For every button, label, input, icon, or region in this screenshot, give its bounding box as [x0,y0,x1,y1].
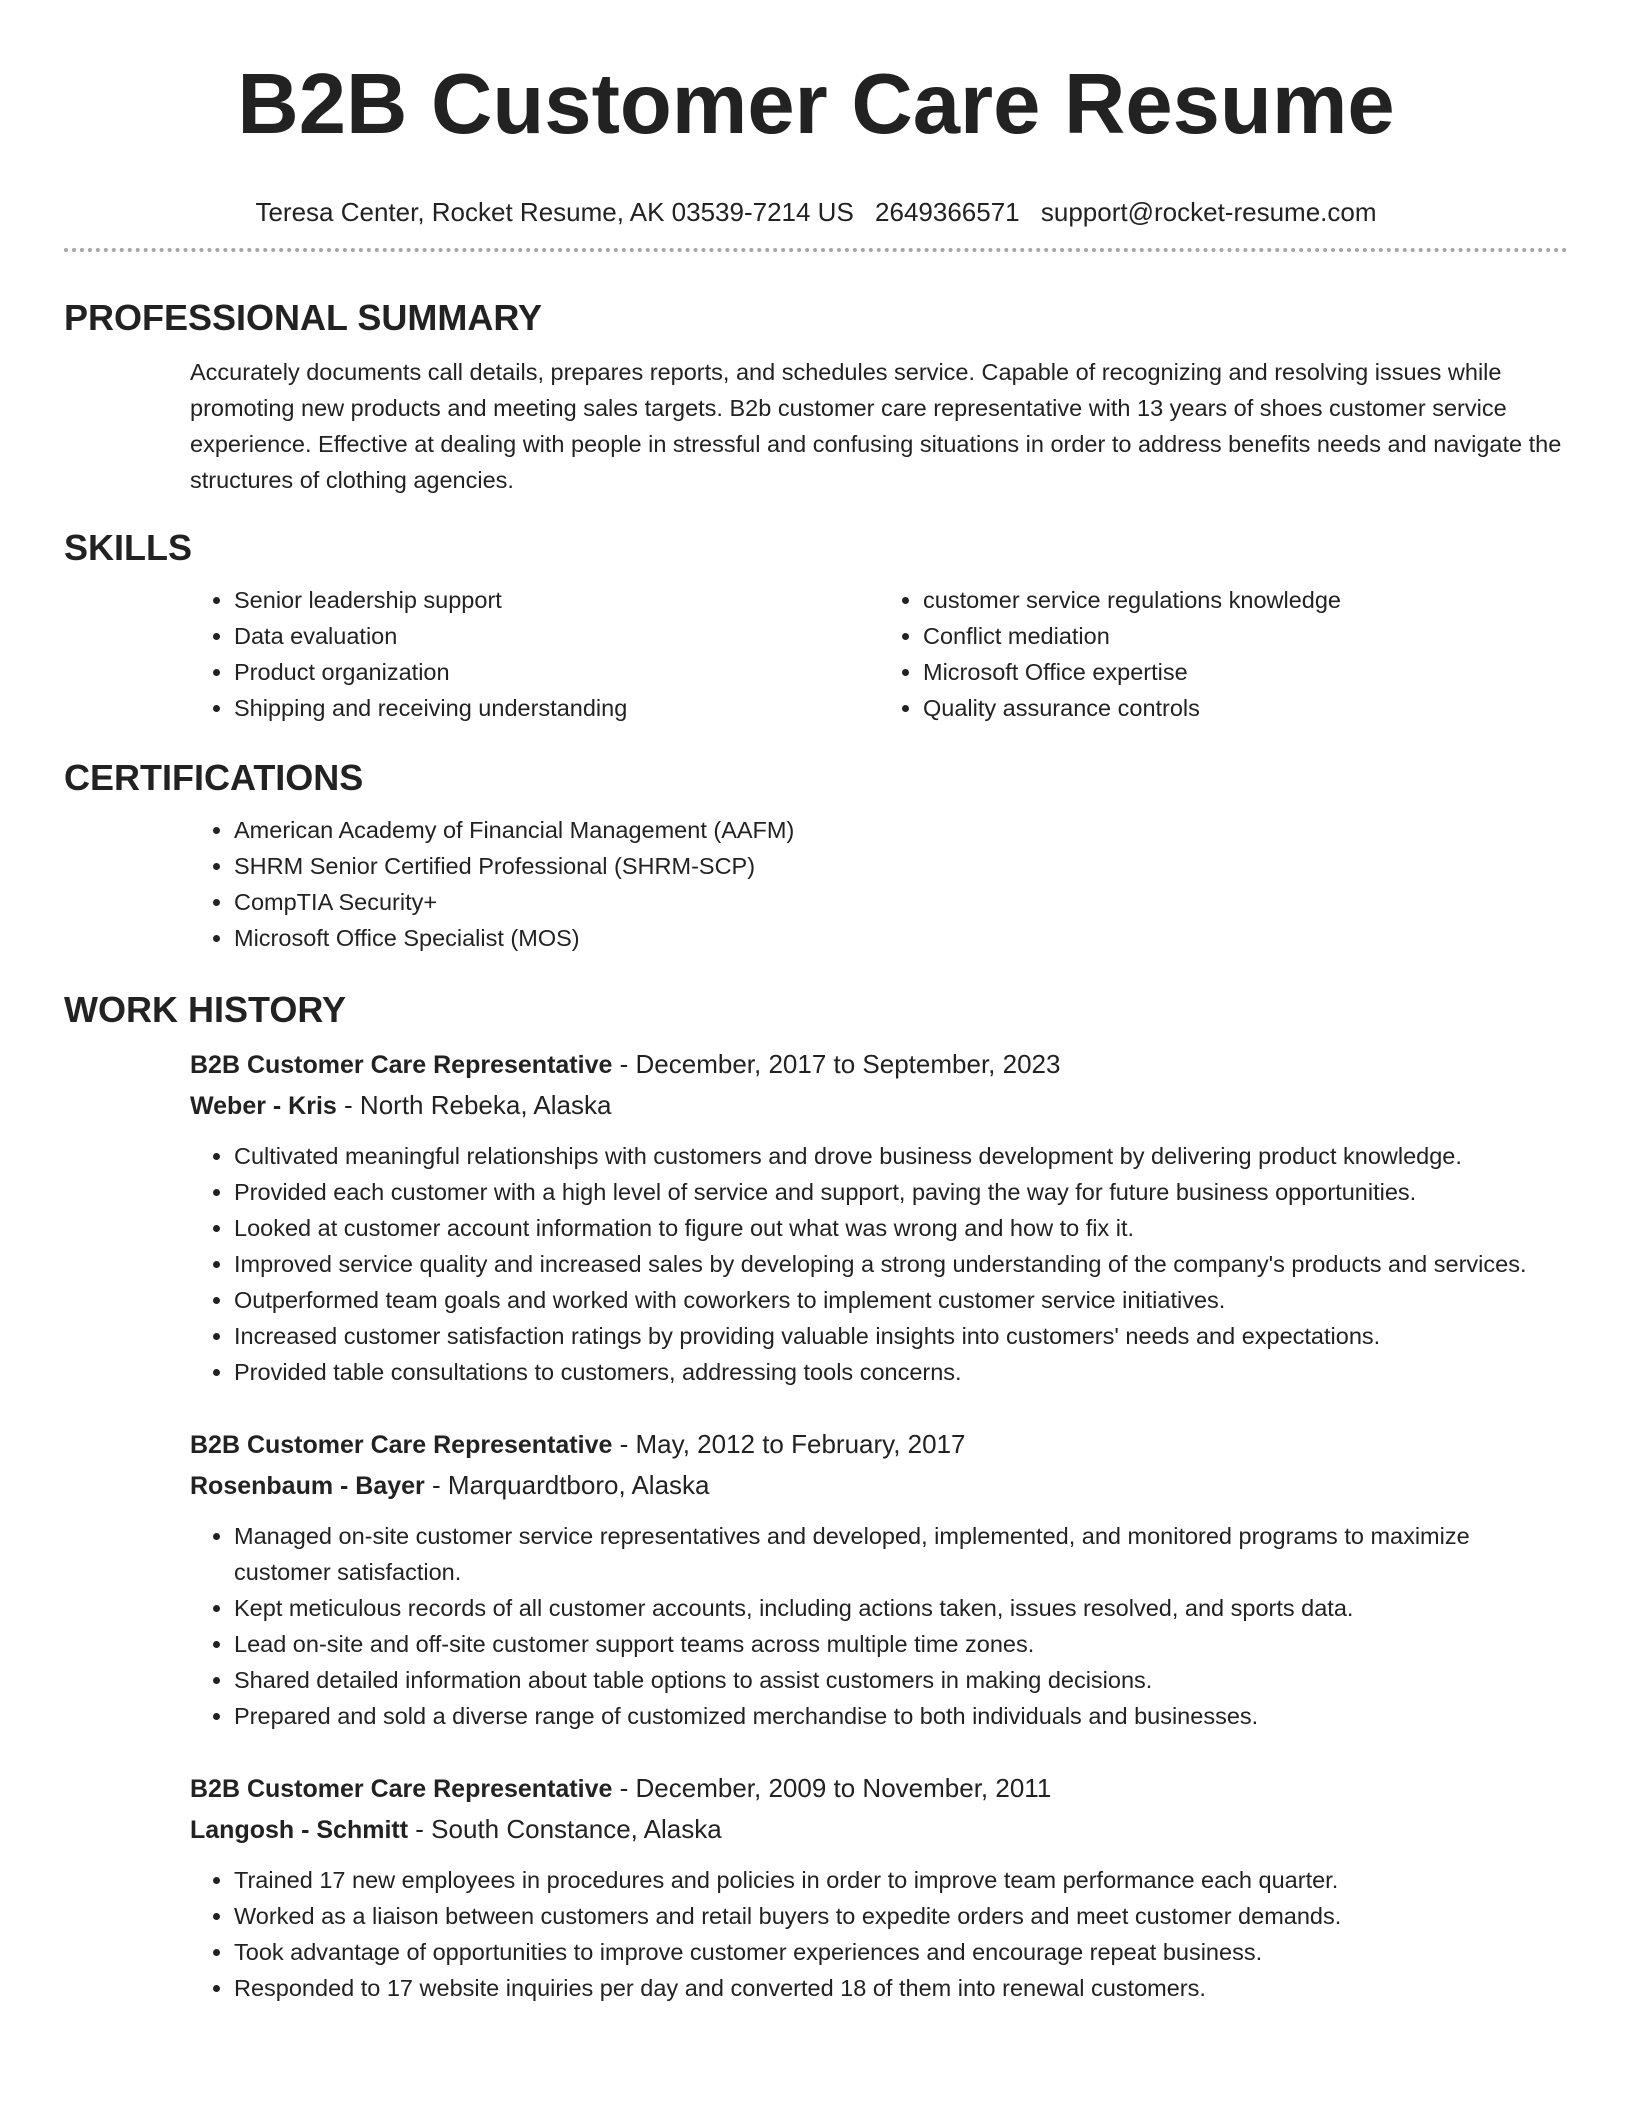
job-bullets [190,1138,1568,1390]
skill-item: • Product organization [234,654,879,690]
certifications-list [190,812,1568,956]
skills-grid [190,582,1568,726]
job-dates: - May, 2012 to February, 2017 [619,1429,966,1459]
job-location: - South Constance, Alaska [415,1814,722,1844]
skill-item: • Data evaluation [234,618,879,654]
summary-heading: PROFESSIONAL SUMMARY [64,297,543,338]
job-entry [190,1044,1568,1390]
job-bullet: • Worked as a liaison between customers and retail buyers to expedite orders and meet customer demands. [234,1898,1568,1934]
job-bullets [190,1862,1568,2006]
resume-title: B2B Customer Care Resume [237,57,1395,152]
job-bullet: • Responded to 17 website inquiries per day and converted 18 of them into renewal customers. [234,1970,1568,2006]
job-bullet: • Took advantage of opportunities to improve customer experiences and encourage repeat business. [234,1934,1568,1970]
skill-item: • Senior leadership support [234,582,879,618]
job-entry [190,1424,1568,1734]
certifications-heading: CERTIFICATIONS [64,757,364,798]
certification-item: • SHRM Senior Certified Professional (SHRM-SCP) [234,848,1568,884]
job-title-line [190,1424,1568,1465]
job-title-line [190,1044,1568,1085]
skills-heading: SKILLS [64,527,193,568]
header-divider [64,248,1568,252]
certification-item: • Microsoft Office Specialist (MOS) [234,920,1568,956]
job-bullet: • Outperformed team goals and worked with coworkers to implement customer service initiatives. [234,1282,1568,1318]
job-title: B2B Customer Care Representative [190,1431,613,1459]
job-company-line [190,1809,1568,1850]
job-bullet: • Looked at customer account information to figure out what was wrong and how to fix it. [234,1210,1568,1246]
job-location: - North Rebeka, Alaska [344,1090,612,1120]
job-title-line [190,1768,1568,1809]
contact-line [64,196,1568,228]
job-bullet: • Lead on-site and off-site customer support teams across multiple time zones. [234,1626,1568,1662]
job-location: - Marquardtboro, Alaska [432,1470,710,1500]
job-company-line [190,1085,1568,1126]
job-bullets [190,1518,1568,1734]
job-company: Langosh - Schmitt [190,1816,409,1844]
skill-item: • Conflict mediation [923,618,1568,654]
skills-right-column [879,582,1568,726]
certification-item: • American Academy of Financial Management (AAFM) [234,812,1568,848]
job-title: B2B Customer Care Representative [190,1775,613,1803]
contact-phone: 2649366571 [875,197,1020,227]
job-bullet: • Increased customer satisfaction ratings by providing valuable insights into customers' needs and expectations. [234,1318,1568,1354]
job-bullet: • Prepared and sold a diverse range of customized merchandise to both individuals and businesses. [234,1698,1568,1734]
job-dates: - December, 2017 to September, 2023 [619,1049,1061,1079]
job-bullet: • Managed on-site customer service representatives and developed, implemented, and monitored programs to maximize customer satisfaction. [234,1518,1568,1590]
job-company: Rosenbaum - Bayer [190,1472,425,1500]
job-bullet: • Kept meticulous records of all customer accounts, including actions taken, issues resolved, and sports data. [234,1590,1568,1626]
skill-item: • Quality assurance controls [923,690,1568,726]
job-bullet: • Provided each customer with a high level of service and support, paving the way for future business opportunities. [234,1174,1568,1210]
job-company-line [190,1465,1568,1506]
skills-left-column [190,582,879,726]
skill-item: • Shipping and receiving understanding [234,690,879,726]
job-bullet: • Shared detailed information about table options to assist customers in making decisions. [234,1662,1568,1698]
summary-text: Accurately documents call details, prepares reports, and schedules service. Capable of recognizing and resolving issues while promoting new products and meeting sales targets. B2b customer care representative with 13 years of shoes customer service experience. Effective at dealing with people in stressful and confusing situations in order to address benefits needs and navigate the structures of clothing agencies. [190,359,1562,493]
job-title: B2B Customer Care Representative [190,1051,613,1079]
job-bullet: • Cultivated meaningful relationships with customers and drove business development by delivering product knowledge. [234,1138,1568,1174]
job-dates: - December, 2009 to November, 2011 [619,1773,1052,1803]
skill-item: • Microsoft Office expertise [923,654,1568,690]
work-history-heading: WORK HISTORY [64,989,347,1030]
job-entry [190,1768,1568,2006]
job-company: Weber - Kris [190,1092,337,1120]
job-bullet: • Provided table consultations to customers, addressing tools concerns. [234,1354,1568,1390]
contact-email: support@rocket-resume.com [1040,197,1377,227]
certification-item: • CompTIA Security+ [234,884,1568,920]
job-bullet: • Trained 17 new employees in procedures and policies in order to improve team performance each quarter. [234,1862,1568,1898]
skill-item: • customer service regulations knowledge [923,582,1568,618]
job-bullet: • Improved service quality and increased sales by developing a strong understanding of the company's products and services. [234,1246,1568,1282]
contact-address: Teresa Center, Rocket Resume, AK 03539-7214 US [255,197,854,227]
